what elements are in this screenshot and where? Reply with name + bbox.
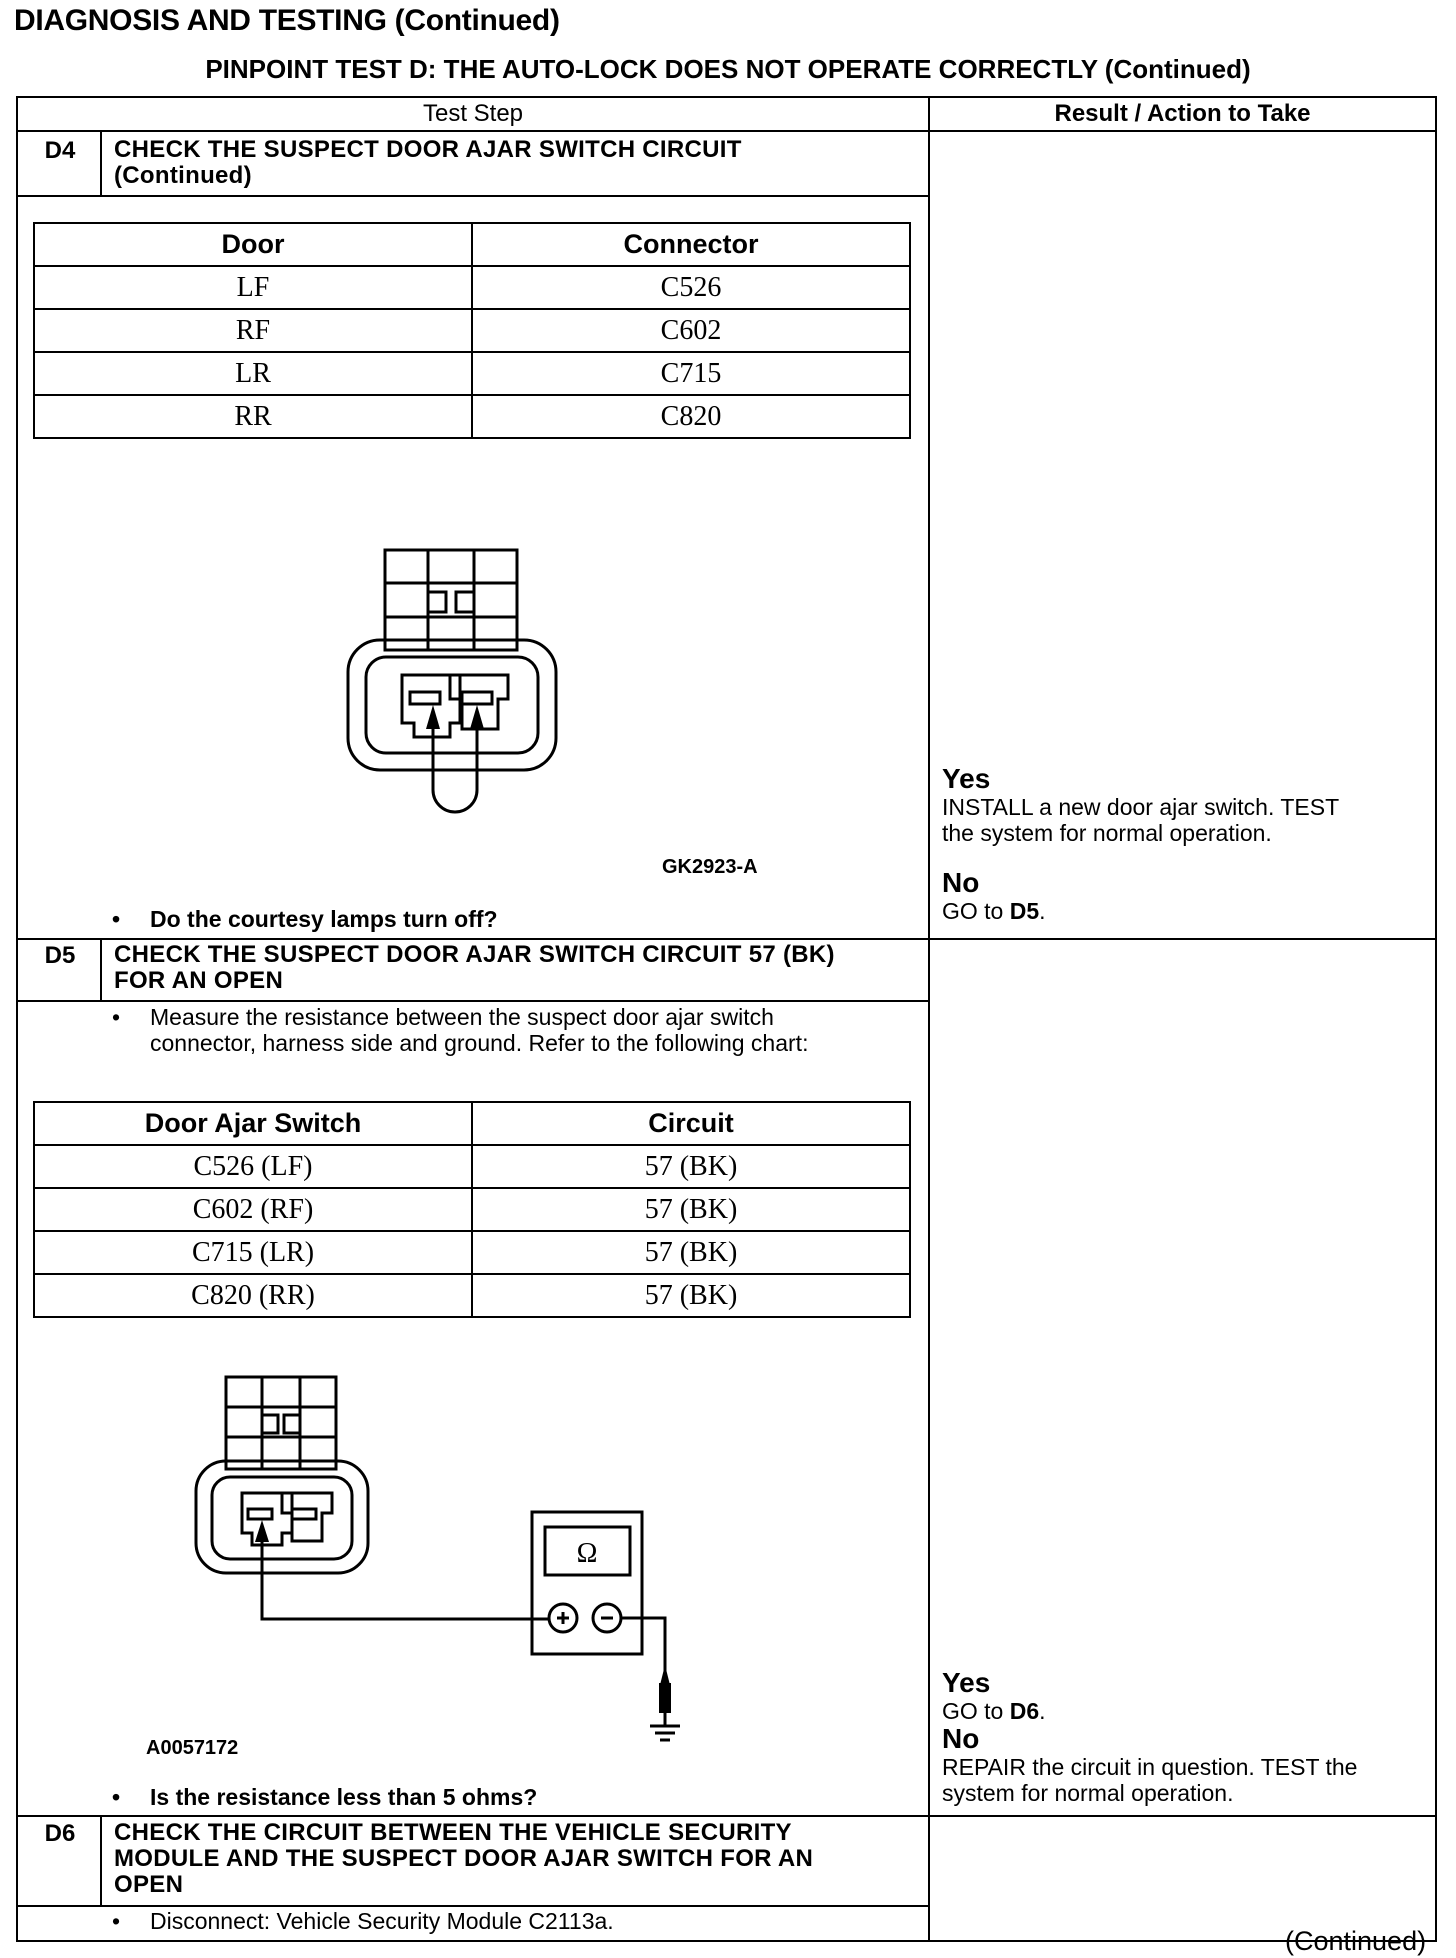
table-row	[34, 309, 910, 352]
bullet-icon: •	[112, 1784, 121, 1810]
table-row	[34, 352, 910, 395]
table-cell: RR	[34, 395, 472, 438]
table-cell: 57 (BK)	[472, 1274, 910, 1317]
header-door: Door	[34, 223, 472, 266]
table-row	[34, 1145, 910, 1188]
no-action-d5: REPAIR the circuit in question. TEST the	[942, 1754, 1358, 1780]
table-cell: C715	[472, 352, 910, 395]
table-cell: 57 (BK)	[472, 1188, 910, 1231]
yes-action-d4: INSTALL a new door ajar switch. TEST	[942, 794, 1340, 820]
table-cell: C602	[472, 309, 910, 352]
connector-jumper-figure	[330, 540, 570, 820]
step-number-d5: D5	[44, 942, 76, 969]
bullet-icon: •	[112, 1908, 121, 1934]
page-title: DIAGNOSIS AND TESTING (Continued)	[14, 4, 560, 37]
question-d4: • Do the courtesy lamps turn off?	[112, 906, 498, 932]
yes-label-d5: Yes	[942, 1667, 991, 1698]
no-label-d5: No	[942, 1723, 980, 1754]
result-d5: Yes GO to D6. No REPAIR the circuit in question. TEST the system for normal operation.	[942, 1668, 1432, 1806]
question-d5: • Is the resistance less than 5 ohms?	[112, 1784, 538, 1810]
continued-footer: (Continued)	[1285, 1926, 1427, 1956]
table-cell: C715 (LR)	[34, 1231, 472, 1274]
table-cell: C820 (RR)	[34, 1274, 472, 1317]
step-title-d4: CHECK THE SUSPECT DOOR AJAR SWITCH CIRCUIT (Continued)	[114, 136, 742, 189]
step-title-d5: CHECK THE SUSPECT DOOR AJAR SWITCH CIRCUIT 57 (BK) FOR AN OPEN	[114, 941, 835, 994]
table-row	[34, 1274, 910, 1317]
column-header-test-step: Test Step	[422, 100, 524, 127]
table-row	[34, 1231, 910, 1274]
table-cell: 57 (BK)	[472, 1145, 910, 1188]
column-header-result: Result / Action to Take	[1054, 100, 1311, 127]
door-connector-table	[33, 222, 911, 439]
bullet-icon: •	[112, 1004, 121, 1030]
pinpoint-test-subtitle: PINPOINT TEST D: THE AUTO-LOCK DOES NOT OPERATE CORRECTLY (Continued)	[205, 54, 1251, 84]
table-cell: C526 (LF)	[34, 1145, 472, 1188]
table-cell: C820	[472, 395, 910, 438]
yes-action-d5: GO to D6.	[942, 1698, 1046, 1724]
step-number-d6: D6	[44, 1820, 76, 1847]
header-connector: Connector	[472, 223, 910, 266]
step-title-d6: CHECK THE CIRCUIT BETWEEN THE VEHICLE SECURITY MODULE AND THE SUSPECT DOOR AJAR SWITCH FOR AN OPEN	[114, 1819, 814, 1898]
step-number-d4: D4	[44, 137, 76, 164]
table-row	[34, 395, 910, 438]
table-header-row	[34, 1102, 910, 1145]
yes-label-d4: Yes	[942, 763, 991, 794]
instruction-d6: • Disconnect: Vehicle Security Module C2113a.	[112, 1908, 614, 1934]
table-cell: LR	[34, 352, 472, 395]
table-row	[34, 1188, 910, 1231]
table-cell: C526	[472, 266, 910, 309]
door-ajar-switch-table	[33, 1101, 911, 1318]
instruction-d5: • Measure the resistance between the suspect door ajar switch connector, harness side and ground. Refer to the following chart:	[112, 1004, 809, 1056]
figure-code-d5: A0057172	[146, 1737, 239, 1759]
figure-code-d4: GK2923-A	[662, 856, 758, 878]
header-circuit: Circuit	[472, 1102, 910, 1145]
table-row	[34, 266, 910, 309]
no-action-d4: GO to D5.	[942, 898, 1046, 924]
table-cell: 57 (BK)	[472, 1231, 910, 1274]
no-label-d4: No	[942, 867, 980, 898]
result-d4: Yes INSTALL a new door ajar switch. TEST the system for normal operation. No GO to D5.	[942, 764, 1432, 924]
ohmmeter-figure	[180, 1365, 740, 1745]
bullet-icon: •	[112, 906, 121, 932]
table-cell: C602 (RF)	[34, 1188, 472, 1231]
table-header-row	[34, 223, 910, 266]
table-cell: LF	[34, 266, 472, 309]
table-cell: RF	[34, 309, 472, 352]
header-door-ajar-switch: Door Ajar Switch	[34, 1102, 472, 1145]
ohm-symbol: Ω	[576, 1538, 598, 1569]
